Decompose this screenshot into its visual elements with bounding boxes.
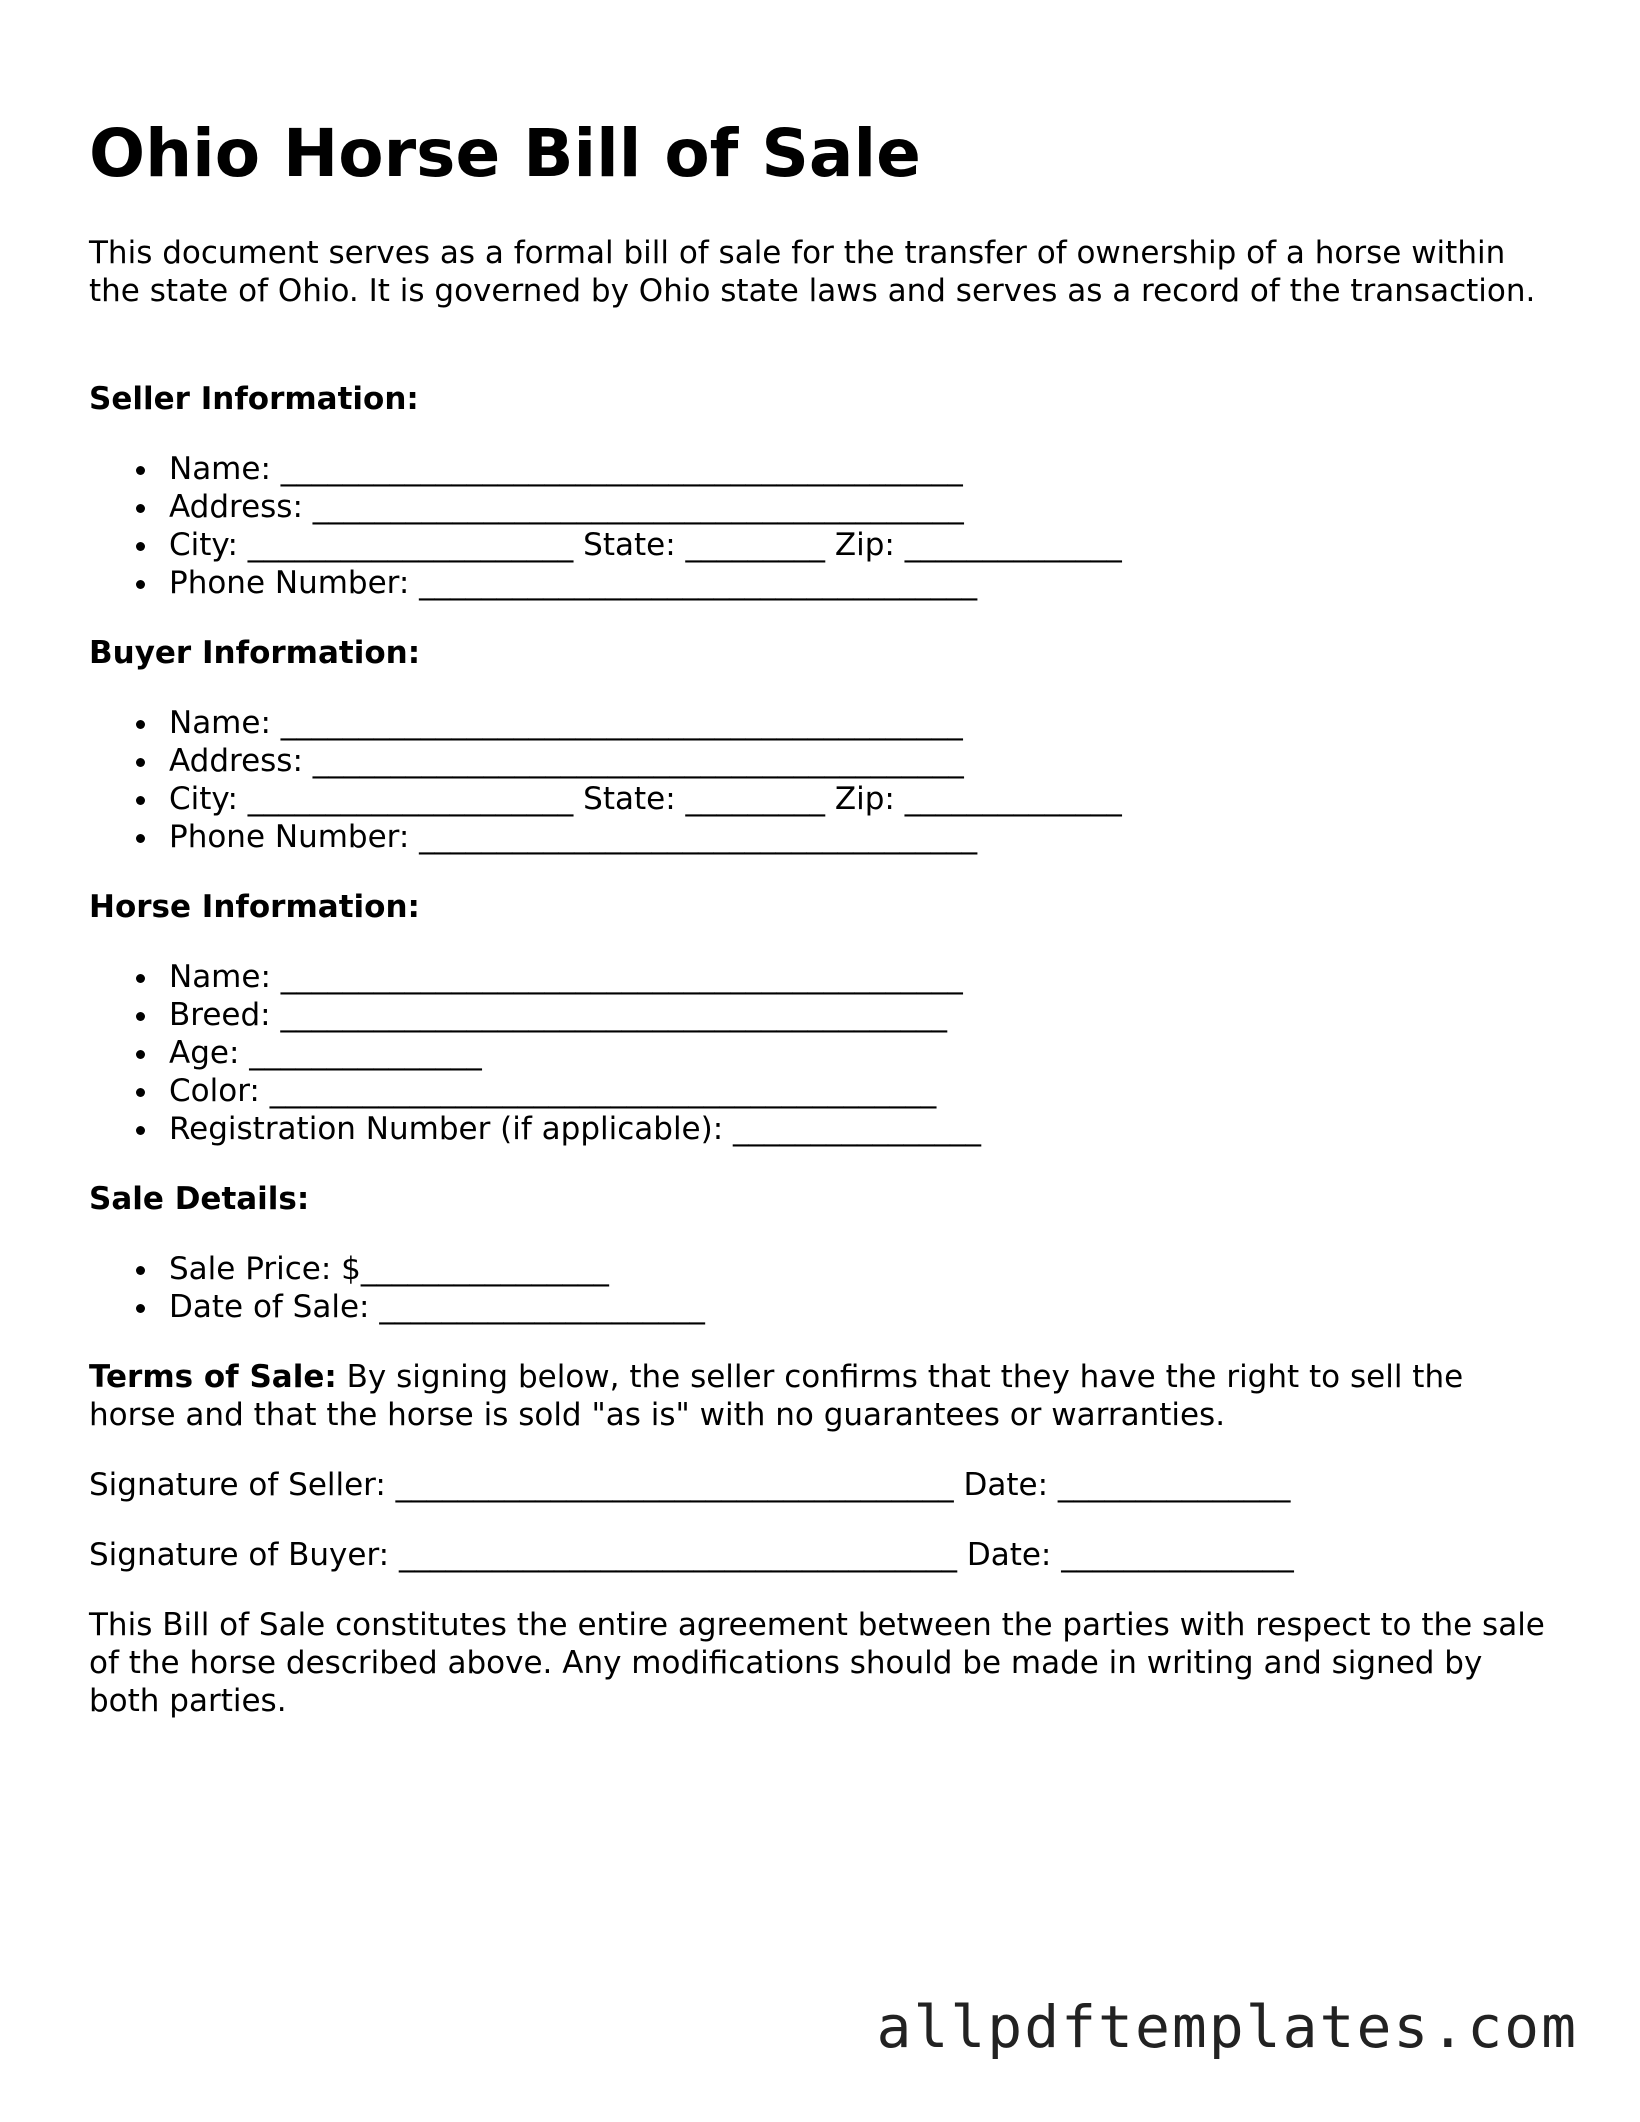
seller-city-state-zip-field[interactable]: City: _____________________ State: _________ Zip: ______________ [89, 526, 1122, 564]
buyer-address-field[interactable]: Address: __________________________________________ [89, 742, 1122, 780]
buyer-name-field[interactable]: Name: ____________________________________________ [89, 704, 1122, 742]
buyer-phone-field[interactable]: Phone Number: ____________________________________ [89, 818, 1122, 856]
sale-fields [89, 1250, 705, 1326]
seller-phone-field[interactable]: Phone Number: ____________________________________ [89, 564, 1122, 602]
horse-registration-field[interactable]: Registration Number (if applicable): ________________ [89, 1110, 981, 1148]
sale-date-field[interactable]: Date of Sale: _____________________ [89, 1288, 705, 1326]
seller-address-field[interactable]: Address: __________________________________________ [89, 488, 1122, 526]
buyer-heading: Buyer Information: [89, 635, 421, 671]
horse-age-field[interactable]: Age: _______________ [89, 1034, 981, 1072]
horse-color-field[interactable]: Color: ___________________________________________ [89, 1072, 981, 1110]
horse-heading: Horse Information: [89, 889, 420, 925]
sale-price-field[interactable]: Sale Price: $________________ [89, 1250, 705, 1288]
horse-breed-field[interactable]: Breed: ___________________________________________ [89, 996, 981, 1034]
watermark-text: allpdftemplates.com [876, 1993, 1578, 2061]
seller-signature-line[interactable]: Signature of Seller: ____________________________________ Date: _______________ [89, 1467, 1291, 1503]
seller-heading: Seller Information: [89, 381, 419, 417]
seller-fields [89, 450, 1122, 602]
intro-paragraph: This document serves as a formal bill of sale for the transfer of ownership of a horse within the state of Ohio. It is governed by Ohio state laws and serves as a record of the transaction. [89, 235, 1536, 309]
buyer-city-state-zip-field[interactable]: City: _____________________ State: _________ Zip: ______________ [89, 780, 1122, 818]
document-title: Ohio Horse Bill of Sale [89, 115, 921, 192]
buyer-fields [89, 704, 1122, 856]
horse-fields [89, 958, 981, 1148]
horse-name-field[interactable]: Name: ____________________________________________ [89, 958, 981, 996]
seller-name-field[interactable]: Name: ____________________________________________ [89, 450, 1122, 488]
buyer-signature-line[interactable]: Signature of Buyer: ____________________________________ Date: _______________ [89, 1537, 1294, 1573]
terms-paragraph [89, 1358, 1559, 1434]
sale-heading: Sale Details: [89, 1181, 310, 1217]
closing-paragraph: This Bill of Sale constitutes the entire agreement between the parties with respect to the sale of the horse described above. Any modifications should be made in writing and signed by both parties. [89, 1607, 1545, 1719]
terms-label: Terms of Sale: [89, 1359, 337, 1395]
terms-text: By signing below, the seller confirms that they have the right to sell the horse and that the horse is sold "as is" with no guarantees or warranties. [89, 1359, 1464, 1433]
